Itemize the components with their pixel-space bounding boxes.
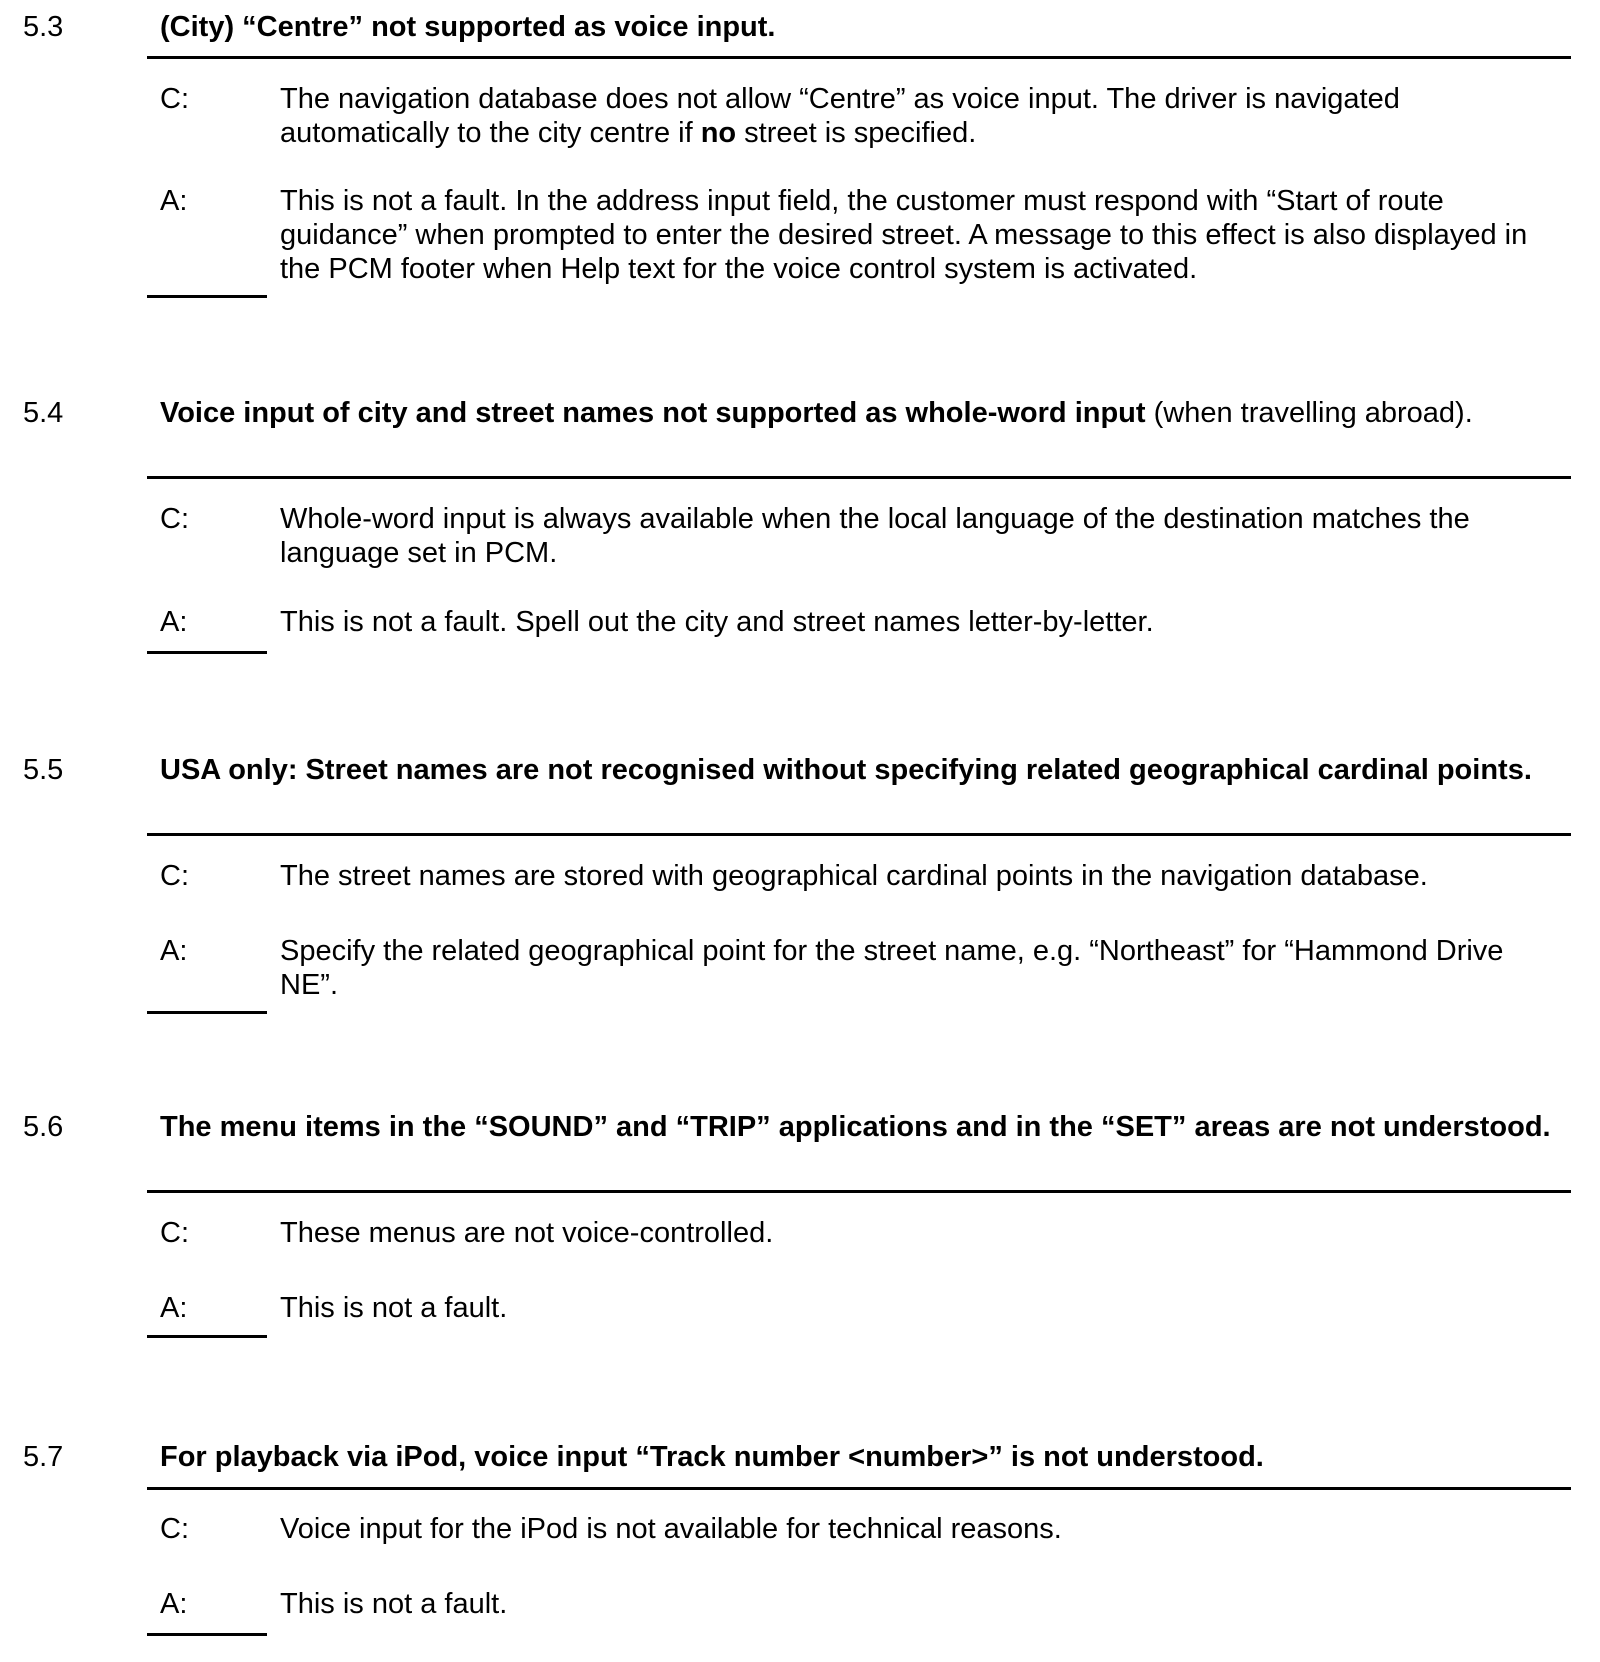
action-text: This is not a fault. — [280, 1588, 508, 1620]
section-end-rule — [147, 1335, 267, 1338]
cause-label: C: — [160, 860, 189, 892]
cause-text — [280, 82, 1560, 150]
cause-text: Voice input for the iPod is not available for technical reasons. — [280, 1513, 1062, 1545]
section-number: 5.3 — [23, 11, 64, 43]
cause-text: The street names are stored with geographical cardinal points in the navigation database. — [280, 860, 1428, 892]
section-title — [160, 1110, 1560, 1144]
action-text: Specify the related geographical point for the street name, e.g. “Northeast” for “Hammond Drive NE”. — [280, 935, 1504, 1001]
cause-text-bold: no — [700, 117, 737, 149]
cause-label: C: — [160, 1217, 189, 1249]
section-number: 5.5 — [23, 754, 64, 786]
cause-label: C: — [160, 1513, 189, 1545]
section-end-rule — [147, 295, 267, 298]
section-rule — [147, 476, 1571, 479]
action-text: This is not a fault. — [280, 1292, 508, 1324]
action-label: A: — [160, 185, 188, 217]
section-title-bold: USA only: Street names are not recognised without specifying related geographical cardinal points. — [160, 754, 1532, 786]
action-label: A: — [160, 935, 188, 967]
section-rule — [147, 1487, 1571, 1490]
section-rule — [147, 833, 1571, 836]
cause-text: These menus are not voice-controlled. — [280, 1217, 774, 1249]
section-title — [160, 10, 1560, 44]
cause-text: Whole-word input is always available when the local language of the destination matches the language set in PCM. — [280, 503, 1470, 569]
section-number: 5.7 — [23, 1441, 64, 1473]
cause-text-after: street is specified. — [736, 117, 977, 149]
section-title-bold: Voice input of city and street names not supported as whole-word input — [160, 397, 1146, 429]
action-text: This is not a fault. Spell out the city and street names letter-by-letter. — [280, 606, 1154, 638]
action-label: A: — [160, 1292, 188, 1324]
section-title — [160, 753, 1560, 787]
section-title-normal: (when travelling abroad). — [1145, 397, 1473, 429]
section-end-rule — [147, 1011, 267, 1014]
section-title-bold: The menu items in the “SOUND” and “TRIP” applications and in the “SET” areas are not understood. — [160, 1111, 1551, 1143]
action-label: A: — [160, 1588, 188, 1620]
section-end-rule — [147, 651, 267, 654]
action-label: A: — [160, 606, 188, 638]
section-title — [160, 396, 1560, 430]
section-title — [160, 1440, 1560, 1474]
section-title-bold: For playback via iPod, voice input “Track number <number>” is not understood. — [160, 1441, 1264, 1473]
section-number: 5.6 — [23, 1111, 64, 1143]
section-rule — [147, 1190, 1571, 1193]
cause-label: C: — [160, 503, 189, 535]
cause-text-before: The navigation database does not allow “Centre” as voice input. The driver is navigated automatically to the city centre if — [280, 83, 1400, 149]
cause-label: C: — [160, 83, 189, 115]
section-rule — [147, 56, 1571, 59]
section-number: 5.4 — [23, 397, 64, 429]
section-title-bold: (City) “Centre” not supported as voice input. — [160, 11, 776, 43]
section-end-rule — [147, 1633, 267, 1636]
action-text: This is not a fault. In the address input field, the customer must respond with “Start of route guidance” when prompted to enter the desired street. A message to this effect is also displayed in the PCM footer when Help text for the voice control system is activated. — [280, 185, 1528, 285]
